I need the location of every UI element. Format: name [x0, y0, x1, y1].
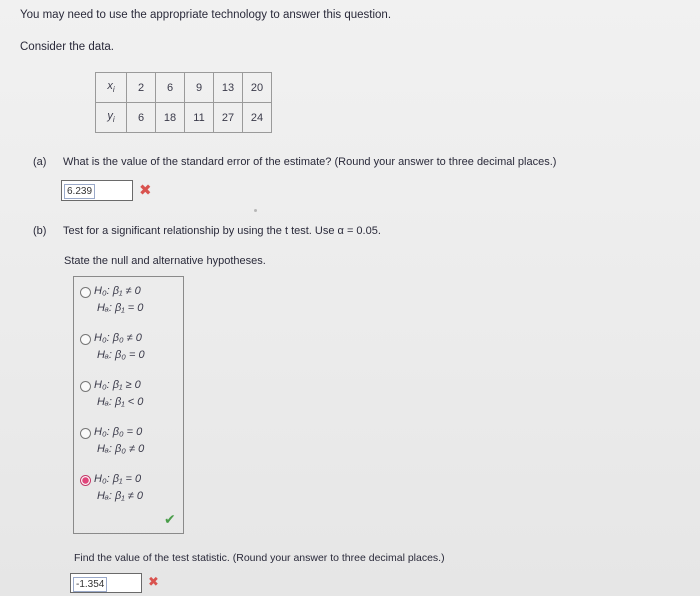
- hypothesis-option-2[interactable]: [80, 332, 180, 370]
- radio-button[interactable]: [80, 381, 91, 392]
- x-mark-icon: ✖: [148, 574, 159, 589]
- stray-dot: [254, 209, 257, 212]
- hypothesis-option-1[interactable]: [80, 285, 180, 323]
- alternative-hypothesis-text: Hₐ: β₁ = 0: [97, 302, 144, 314]
- data-table: [95, 72, 272, 133]
- table-cell: 6: [127, 103, 156, 133]
- hypothesis-option-3[interactable]: [80, 379, 180, 417]
- alternative-hypothesis-text: Hₐ: β₁ ≠ 0: [97, 490, 144, 502]
- y-header-sub: i: [112, 115, 115, 125]
- x-mark-icon: ✖: [139, 182, 152, 199]
- null-hypothesis-text: H₀: β₁ = 0: [94, 473, 142, 485]
- table-cell: 11: [185, 103, 214, 133]
- radio-button[interactable]: [80, 428, 91, 439]
- test-statistic-answer-field[interactable]: [70, 573, 142, 593]
- alternative-hypothesis-text: Hₐ: β₁ < 0: [97, 396, 144, 408]
- table-cell: 6: [156, 73, 185, 103]
- alternative-hypothesis-text: Hₐ: β₀ = 0: [97, 349, 145, 361]
- table-cell: 2: [127, 73, 156, 103]
- table-cell: 20: [243, 73, 272, 103]
- table-cell: 9: [185, 73, 214, 103]
- y-header-cell: [96, 103, 127, 133]
- x-header-label: x: [107, 80, 113, 93]
- x-header-sub: i: [112, 85, 115, 95]
- part-a-label: (a): [33, 156, 47, 168]
- part-b-label: (b): [33, 225, 47, 237]
- y-header-label: y: [107, 110, 113, 123]
- table-cell: 27: [214, 103, 243, 133]
- standard-error-answer-field[interactable]: [61, 180, 133, 201]
- radio-button[interactable]: [80, 334, 91, 345]
- null-hypothesis-text: H₀: β₁ ≥ 0: [94, 379, 141, 391]
- null-hypothesis-text: H₀: β₁ ≠ 0: [94, 285, 141, 297]
- radio-button-selected[interactable]: [80, 475, 91, 486]
- x-header-cell: [96, 73, 127, 103]
- part-a-question: What is the value of the standard error of the estimate? (Round your answer to three decimal places.): [63, 156, 557, 168]
- table-cell: 18: [156, 103, 185, 133]
- check-mark-icon: ✔: [164, 511, 176, 527]
- standard-error-answer-value: 6.239: [64, 184, 95, 199]
- table-cell: 24: [243, 103, 272, 133]
- intro-text: You may need to use the appropriate technology to answer this question.: [20, 9, 392, 21]
- radio-button[interactable]: [80, 287, 91, 298]
- hypothesis-option-5[interactable]: [80, 473, 180, 511]
- table-cell: 13: [214, 73, 243, 103]
- hypothesis-option-4[interactable]: [80, 426, 180, 464]
- test-statistic-question: Find the value of the test statistic. (Round your answer to three decimal places.): [74, 552, 445, 564]
- consider-text: Consider the data.: [20, 41, 114, 53]
- null-hypothesis-text: H₀: β₀ ≠ 0: [94, 332, 142, 344]
- hypotheses-instruction: State the null and alternative hypotheses.: [64, 255, 266, 267]
- alternative-hypothesis-text: Hₐ: β₀ ≠ 0: [97, 443, 145, 455]
- table-row-x: [96, 73, 272, 103]
- null-hypothesis-text: H₀: β₀ = 0: [94, 426, 143, 438]
- part-b-question: Test for a significant relationship by using the t test. Use α = 0.05.: [63, 225, 381, 237]
- table-row-y: [96, 103, 272, 133]
- test-statistic-answer-value: -1.354: [73, 577, 107, 592]
- hypotheses-options-box: [73, 276, 184, 534]
